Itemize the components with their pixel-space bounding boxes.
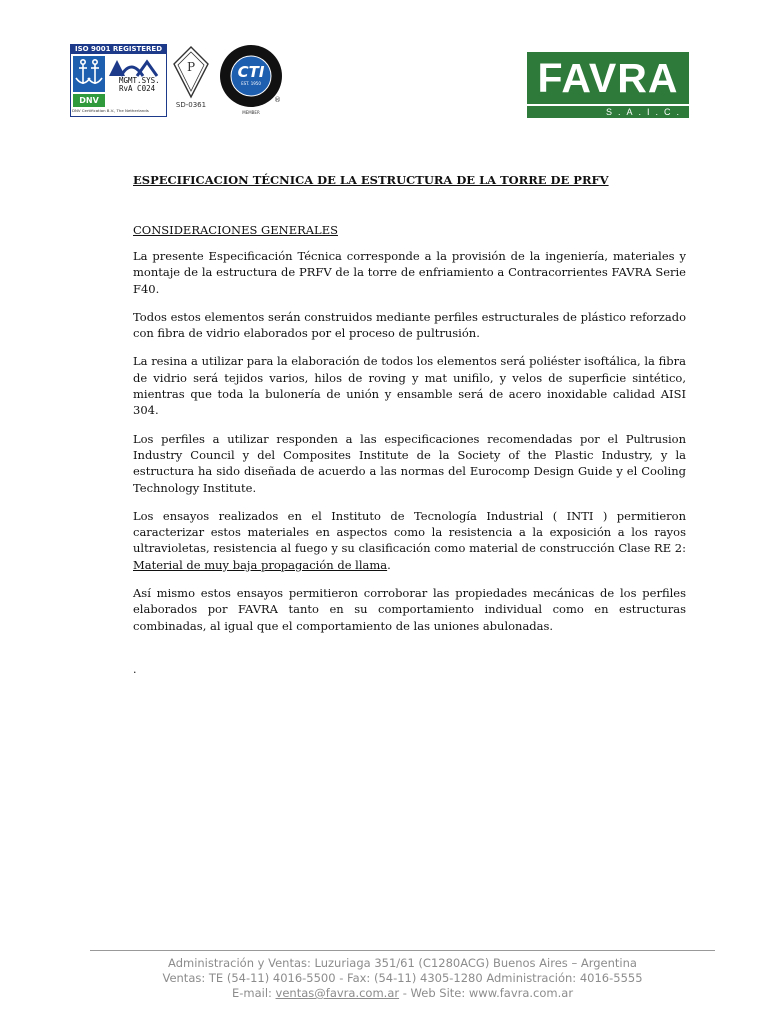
email-label: E-mail:	[231, 986, 276, 1000]
paragraph-6: Así mismo estos ensayos permitieron corroborar las propiedades mecánicas de los perfiles elaborados por FAVRA tanto en su comportamiento individual como en estructuras combinadas, al igual que el comportamiento de las uniones abulonadas.	[133, 586, 686, 633]
mgmt-sys-text	[119, 77, 165, 93]
mgmt-line-1: MGMT.SYS.	[119, 76, 160, 85]
footer	[90, 956, 715, 1001]
paragraph-1: La presente Especificación Técnica corresponde a la provisión de la ingeniería, materiales y montaje de la estructura de PRFV de la torre de enfriamiento a Contracorrientes FAVRA Serie F40.	[133, 249, 686, 296]
email-link[interactable]: ventas@favra.com.ar	[275, 986, 400, 1000]
footer-phones: Ventas: TE (54-11) 4016-5500 - Fax: (54-11) 4305-1280 Administración: 4016-5555	[162, 971, 643, 985]
web-link[interactable]: www.favra.com.ar	[468, 986, 574, 1000]
web-label: - Web Site:	[399, 986, 469, 1000]
rva-mark-icon	[107, 56, 165, 78]
iso-9001-logo	[70, 44, 167, 117]
cti-est: EST. 1950	[241, 81, 261, 86]
footer-address: Administración y Ventas: Luzuriaga 351/61 (C1280ACG) Buenos Aires – Argentina	[168, 956, 637, 970]
iso-footnote: DNV Certification B.V., The Netherlands	[72, 108, 149, 113]
paragraph-2: Todos estos elementos serán construidos mediante perfiles estructurales de plástico reforzado con fibra de vidrio elaborados por el proceso de pultrusión.	[133, 309, 686, 341]
paragraph-5	[133, 508, 686, 573]
cti-logo	[216, 44, 286, 118]
document-title: ESPECIFICACION TÉCNICA DE LA ESTRUCTURA DE LA TORRE DE PRFV	[133, 173, 609, 187]
paragraph-5-text: Los ensayos realizados en el Instituto de Tecnología Industrial ( INTI ) permitieron caracterizar estos materiales en aspectos como la resistencia a la exposición a los rayos ultravioletas, resistencia al fuego y su clasificación como material de construcción Clase RE 2:	[133, 508, 686, 556]
paragraph-4: Los perfiles a utilizar responden a las especificaciones recomendadas por el Pultrusion Industry Council y del Composites Institute de la Society of the Plastic Industry, y la estructura ha sido diseñada de acuerdo a las normas del Eurocomp Design Guide y el Cooling Technology Institute.	[133, 431, 686, 495]
registered-mark: ®	[274, 96, 281, 104]
favra-suffix: S.A.I.C.	[527, 106, 689, 118]
mgmt-line-2: RvA C024	[119, 84, 156, 93]
favra-logo	[527, 52, 689, 118]
iso-banner: ISO 9001 REGISTERED	[71, 45, 166, 54]
document-body	[133, 172, 686, 676]
svg-text:P: P	[186, 60, 196, 74]
cti-member: MEMBER	[242, 110, 260, 115]
dnv-label: DNV	[73, 94, 105, 107]
section-title: CONSIDERACIONES GENERALES	[133, 223, 338, 237]
footer-contact	[90, 986, 715, 1001]
favra-name: FAVRA	[527, 52, 689, 104]
certification-seal-logo	[170, 44, 212, 114]
cti-mark: CTI	[237, 63, 265, 81]
footer-divider	[90, 950, 715, 951]
anchor-icon	[73, 56, 105, 92]
flame-propagation-note: Material de muy baja propagación de llama	[133, 557, 388, 572]
seal-icon	[170, 44, 212, 100]
paragraph-3: La resina a utilizar para la elaboración de todos los elementos será poliéster isoftálica, la fibra de vidrio será tejidos varios, hilos de roving y mat unifilo, y velos de superficie sintético, mientras que toda la bulonería de unión y ensamble será de acero inoxidable calidad AISI 304.	[133, 354, 686, 418]
seal-code: SD-0361	[175, 101, 207, 109]
trailing-mark: .	[133, 662, 137, 676]
paragraph-5-end: .	[387, 557, 391, 572]
